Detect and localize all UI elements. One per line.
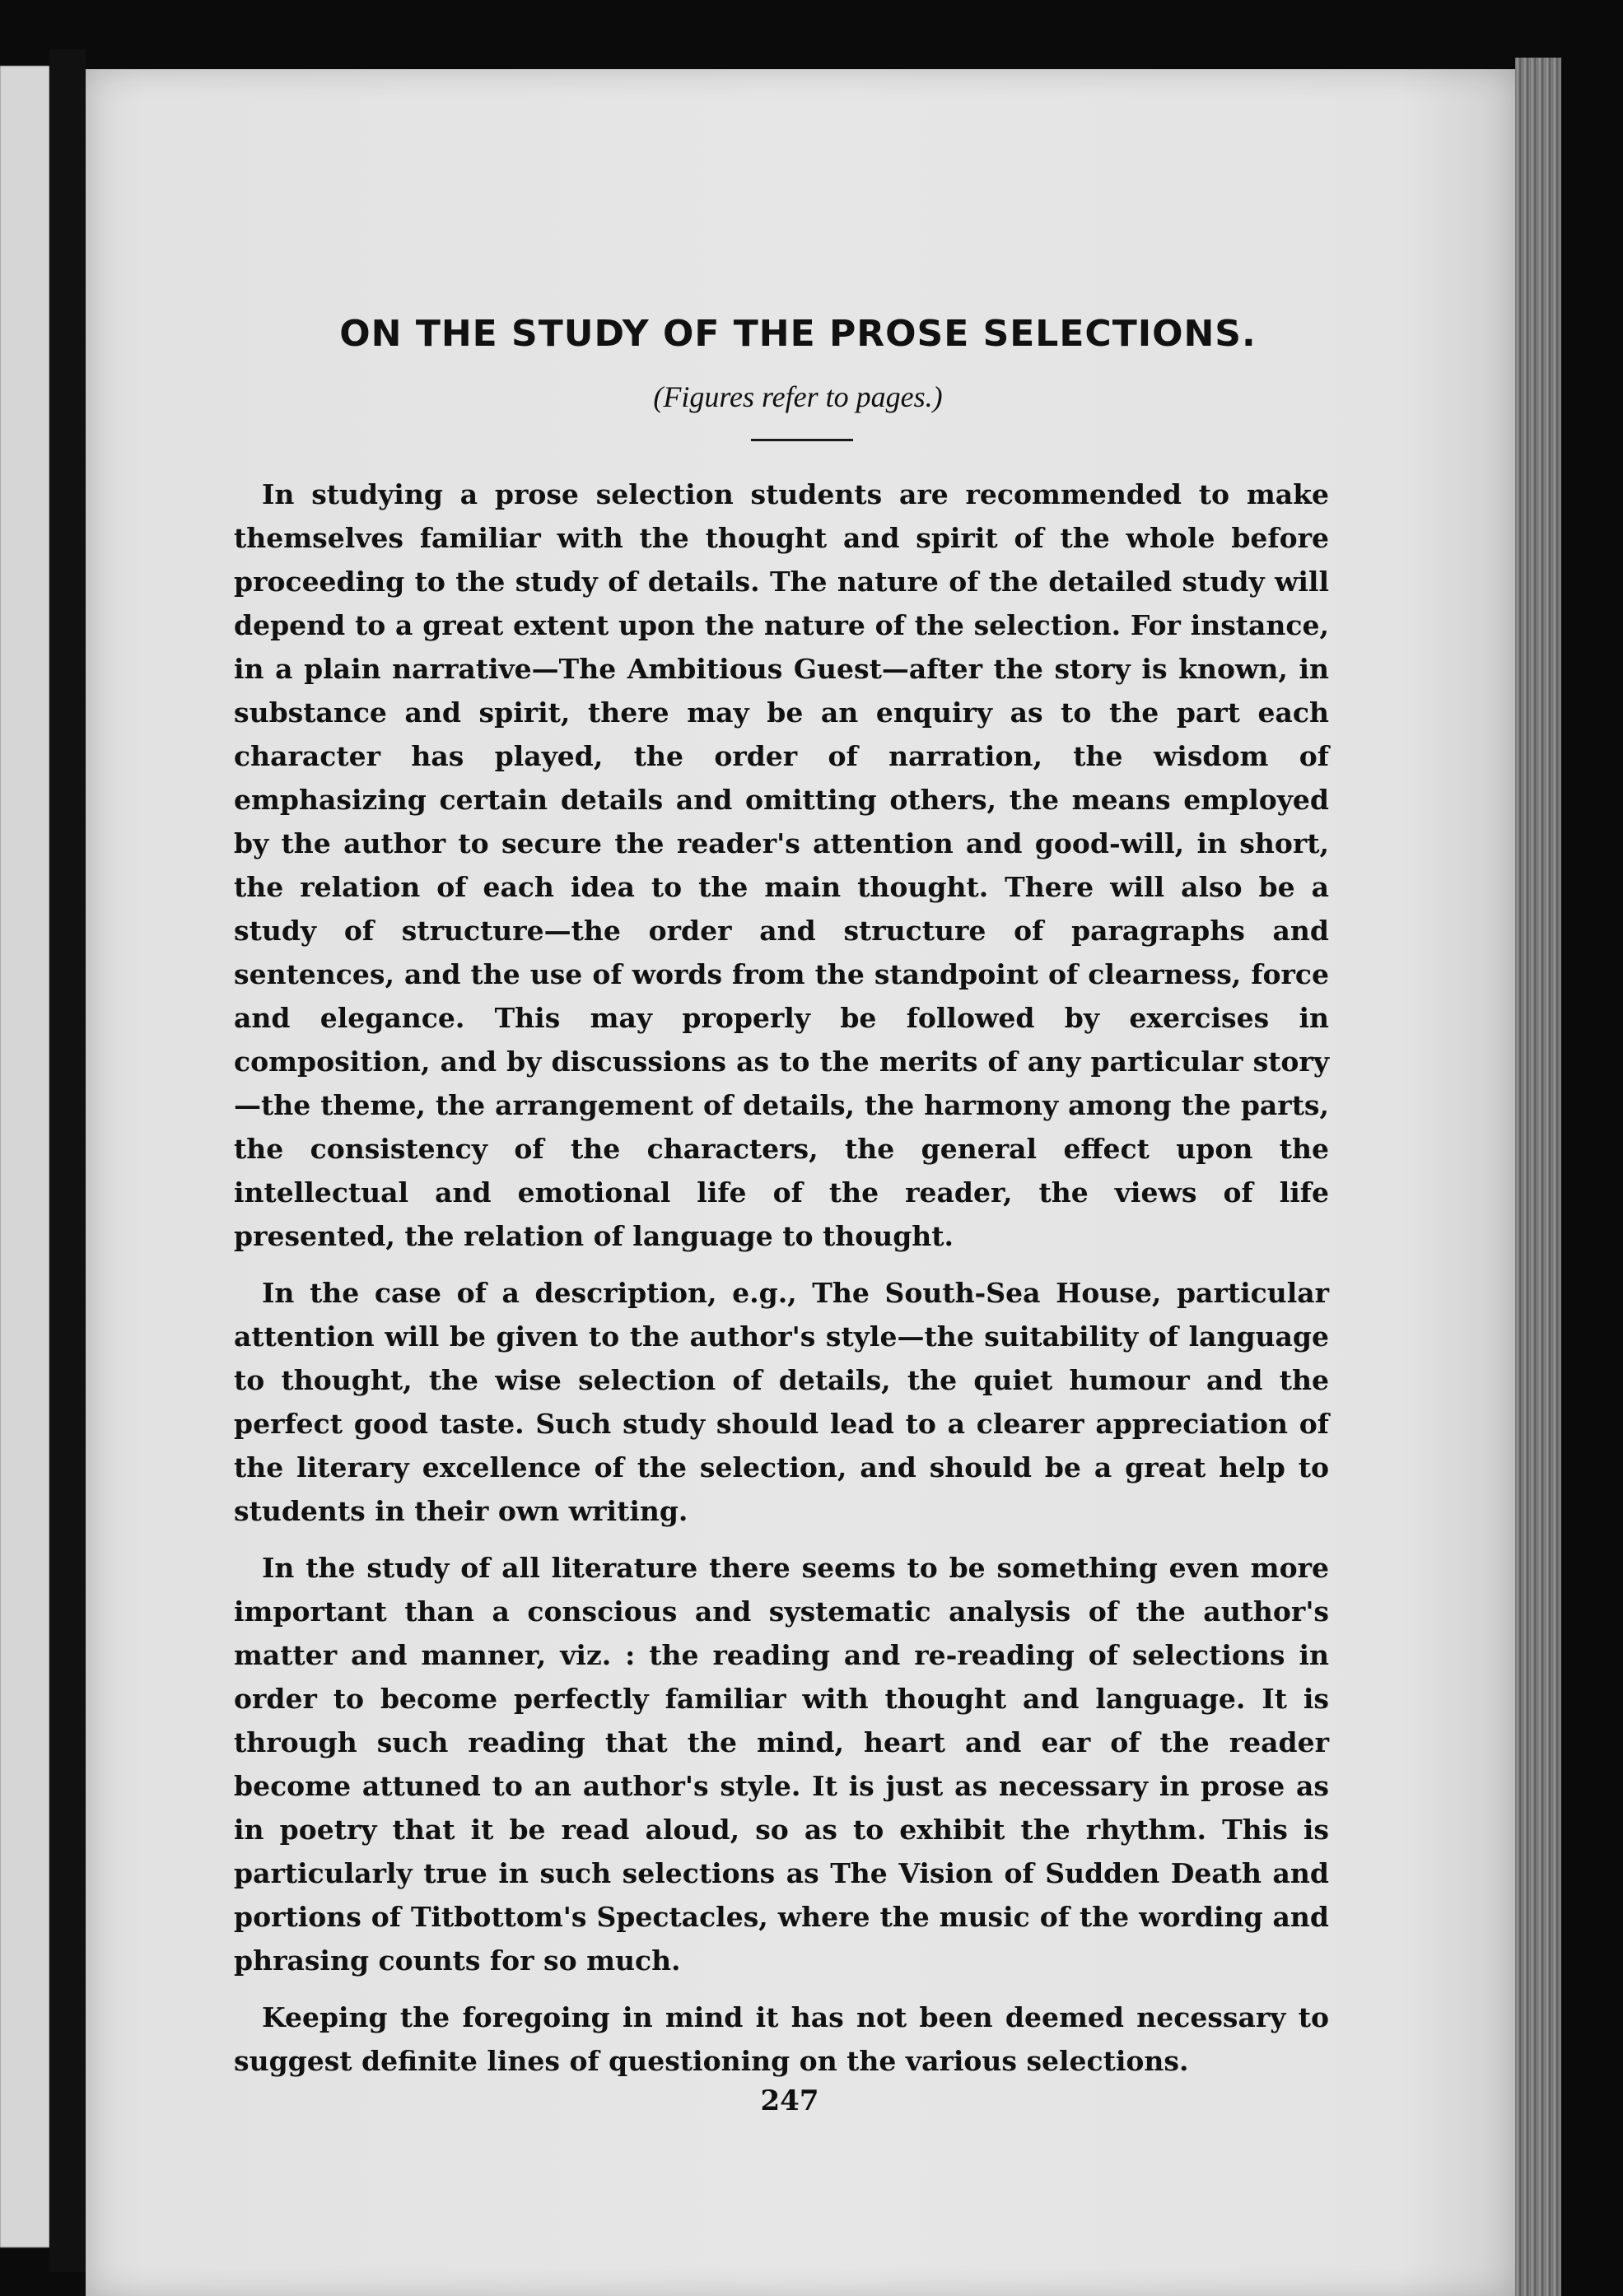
paragraph-3: In the study of all literature there seems to be something even more important than a conscious and systematic analysis of the author's matter and manner, viz. : the reading and re-reading of selections in order to become perfectly familiar with thought and language. It is through such reading that the mind, heart and ear of the reader become attuned to an author's style. It is just as necessary in prose as in poetry that it be read aloud, so as to exhibit the rhythm. This is particularly true in such selections as The Vision of Sudden Death and portions of Titbottom's Spectacles, where the music of the wording and phrasing counts for so much. xyxy=(234,1552,1329,1977)
paragraph-1: In studying a prose selection students are recommended to make themselves familiar with the thought and spirit of the whole before proceeding to the study of details. The nature of the detailed study will depend to a great extent upon the nature of the selection. For instance, in a plain narrative—The Ambitious Guest—after the story is known, in substance and spirit, there may be an enquiry as to the part each character has played, the order of narration, the wisdom of emphasizing certain details and omitting others, the means employed by the author to secure the reader's attention and good-will, in short, the relation of each idea to the main thought. There will also be a study of structure—the order and structure of paragraphs and sentences, and the use of words from the standpoint of clearness, force and elegance. This may properly be followed by exercises in composition, and by discussions as to the merits of any particular story—the theme, the arrangement of details, the harmony among the parts, the consistency of the characters, the general effect upon the intellectual and emotional life of the reader, the views of life presented, the relation of language to thought. xyxy=(234,478,1329,1252)
page-number: 247 xyxy=(760,2084,819,2117)
page-subtitle: (Figures refer to pages.) xyxy=(653,380,943,413)
title-rule xyxy=(751,439,853,441)
facing-page-edge xyxy=(0,66,49,2247)
page-text xyxy=(234,313,1329,2117)
paragraph-2: In the case of a description, e.g., The South-Sea House, particular attention will be given to the author's style—the suitability of language to thought, the wise selection of details, the quiet humour and the perfect good taste. Such study should lead to a clearer appreciation of the literary excellence of the selection, and should be a great help to students in their own writing. xyxy=(234,1277,1329,1527)
page-title: ON THE STUDY OF THE PROSE SELECTIONS. xyxy=(339,313,1257,355)
book-gutter xyxy=(49,49,86,2272)
page-block-edges xyxy=(1515,58,1561,2296)
scan-background xyxy=(1561,0,1623,2296)
paragraph-4: Keeping the foregoing in mind it has not been deemed necessary to suggest definite lines of questioning on the various selections. xyxy=(234,2001,1329,2077)
